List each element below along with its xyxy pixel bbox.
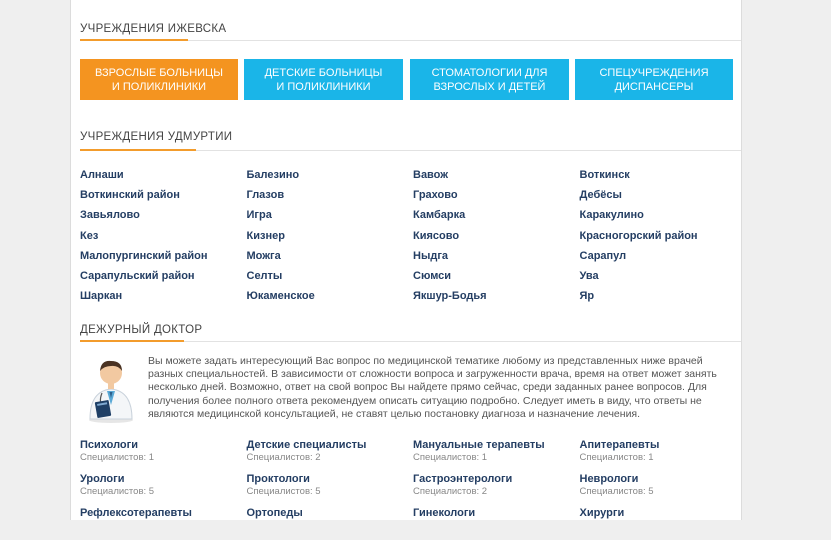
region-link[interactable]: Юкаменское: [246, 290, 315, 303]
specialist-link[interactable]: Психологи: [80, 439, 138, 451]
region-link[interactable]: Шаркан: [80, 290, 123, 303]
region-link[interactable]: Камбарка: [413, 209, 466, 222]
region-link[interactable]: Грахово: [413, 189, 458, 202]
region-link[interactable]: Красногорский район: [579, 229, 698, 242]
doctor-avatar-icon: [80, 355, 142, 423]
specialist-count: Специалистов: 1: [413, 452, 488, 463]
children-hospitals-label: ДЕТСКИЕ БОЛЬНИЦЫ И ПОЛИКЛИНИКИ: [264, 66, 383, 93]
specialist-link[interactable]: Проктологи: [246, 473, 310, 485]
region-link[interactable]: Кизнер: [246, 229, 285, 242]
doctor-title-accent: [80, 340, 184, 342]
region-link[interactable]: Завьялово: [80, 209, 140, 222]
specialist-count: Специалистов: 2: [246, 452, 321, 463]
region-link[interactable]: Игра: [246, 209, 272, 222]
izhevsk-title-accent: [80, 39, 188, 41]
region-link[interactable]: Киясово: [413, 229, 460, 242]
specialist-link[interactable]: Ортопеды: [246, 507, 303, 519]
specialist-item: [580, 438, 747, 472]
specialist-count: Специалистов: 1: [579, 452, 654, 463]
izhevsk-section-title: УЧРЕЖДЕНИЯ ИЖЕВСКА: [80, 23, 227, 35]
specialist-link[interactable]: Неврологи: [579, 473, 639, 485]
specialist-item: [580, 472, 747, 506]
specialist-link[interactable]: Мануальные терапевты: [413, 439, 545, 451]
specialist-link[interactable]: Детские специалисты: [246, 439, 367, 451]
adult-hospitals-button[interactable]: [80, 59, 238, 100]
page-content: [70, 0, 742, 520]
specialist-grid: [80, 438, 740, 540]
specialist-count: Специалистов: 5: [579, 486, 654, 497]
specialist-item: [247, 438, 414, 472]
region-link[interactable]: Каракулино: [579, 209, 644, 222]
specialist-link[interactable]: Хирурги: [579, 507, 625, 519]
specialist-count: Специалистов: 5: [80, 486, 155, 497]
specialist-item: [80, 438, 247, 472]
specialist-item: [247, 472, 414, 506]
region-link[interactable]: Алнаши: [80, 169, 124, 181]
children-hospitals-button[interactable]: [244, 59, 403, 100]
region-link[interactable]: Сарапульский район: [80, 269, 195, 282]
specialist-count: Специалистов: 2: [413, 486, 488, 497]
specialist-link[interactable]: Гинекологи: [413, 507, 476, 519]
specialist-item: [80, 506, 247, 540]
specialist-link[interactable]: Урологи: [80, 473, 125, 485]
specialist-item: [413, 472, 580, 506]
special-institutions-button[interactable]: [575, 59, 733, 100]
region-link[interactable]: Воткинск: [579, 169, 630, 181]
specialist-link[interactable]: Апитерапевты: [579, 439, 660, 451]
dentistry-button[interactable]: [410, 59, 569, 100]
region-link[interactable]: Кез: [80, 229, 99, 242]
dentistry-label: СТОМАТОЛОГИИ ДЛЯ ВЗРОСЛЫХ И ДЕТЕЙ: [431, 66, 548, 93]
specialist-item: [580, 506, 747, 540]
udmurtia-section-title: УЧРЕЖДЕНИЯ УДМУРТИИ: [80, 131, 233, 143]
region-link[interactable]: Селты: [246, 269, 283, 282]
region-link[interactable]: Можга: [246, 249, 281, 262]
region-grid: [80, 167, 740, 308]
specialist-item: [247, 506, 414, 540]
doctor-section-title: ДЕЖУРНЫЙ ДОКТОР: [80, 324, 203, 336]
specialist-link[interactable]: Рефлексотерапевты: [80, 507, 192, 519]
specialist-count: Специалистов: 5: [246, 486, 321, 497]
doctor-description: Вы можете задать интересующий Вас вопрос по медицинской тематике любому из представленных ниже врачей разных специальностей. В зависимости от сложности вопроса и загруженности врача, время на ответ может занять несколько дней. Возможно, ответ на свой вопрос Вы найдете прямо сейчас, среди заданных ранее вопросов. Для получения более полного ответа рекомендуем описать ситуацию подробно. Следует иметь в виду, что ответы не являются медицинской консультацией, не ставят целью постановку диагноза и назначение лечения.: [148, 355, 717, 420]
specialist-item: [413, 438, 580, 472]
region-link[interactable]: Якшур-Бодья: [413, 290, 487, 303]
adult-hospitals-label: ВЗРОСЛЫЕ БОЛЬНИЦЫ И ПОЛИКЛИНИКИ: [95, 66, 223, 93]
specialist-link[interactable]: Гастроэнтерологи: [413, 473, 513, 485]
specialist-item: [80, 472, 247, 506]
region-link[interactable]: Ува: [579, 269, 599, 282]
region-link[interactable]: Глазов: [246, 189, 285, 202]
region-link[interactable]: Балезино: [246, 169, 300, 181]
region-link[interactable]: Сарапул: [579, 249, 627, 262]
doctor-intro: [80, 355, 730, 427]
special-institutions-label: СПЕЦУЧРЕЖДЕНИЯ ДИСПАНСЕРЫ: [599, 66, 709, 93]
region-link[interactable]: Вавож: [413, 169, 449, 181]
specialist-count: Специалистов: 1: [80, 452, 155, 463]
region-link[interactable]: Воткинский район: [80, 189, 180, 202]
region-link[interactable]: Дебёсы: [579, 189, 622, 202]
udmurtia-title-accent: [80, 149, 196, 151]
region-link[interactable]: Яр: [579, 290, 595, 303]
region-link[interactable]: Малопургинский район: [80, 249, 208, 262]
specialist-item: [413, 506, 580, 540]
region-link[interactable]: Ныдга: [413, 249, 449, 262]
region-link[interactable]: Сюмси: [413, 269, 452, 282]
